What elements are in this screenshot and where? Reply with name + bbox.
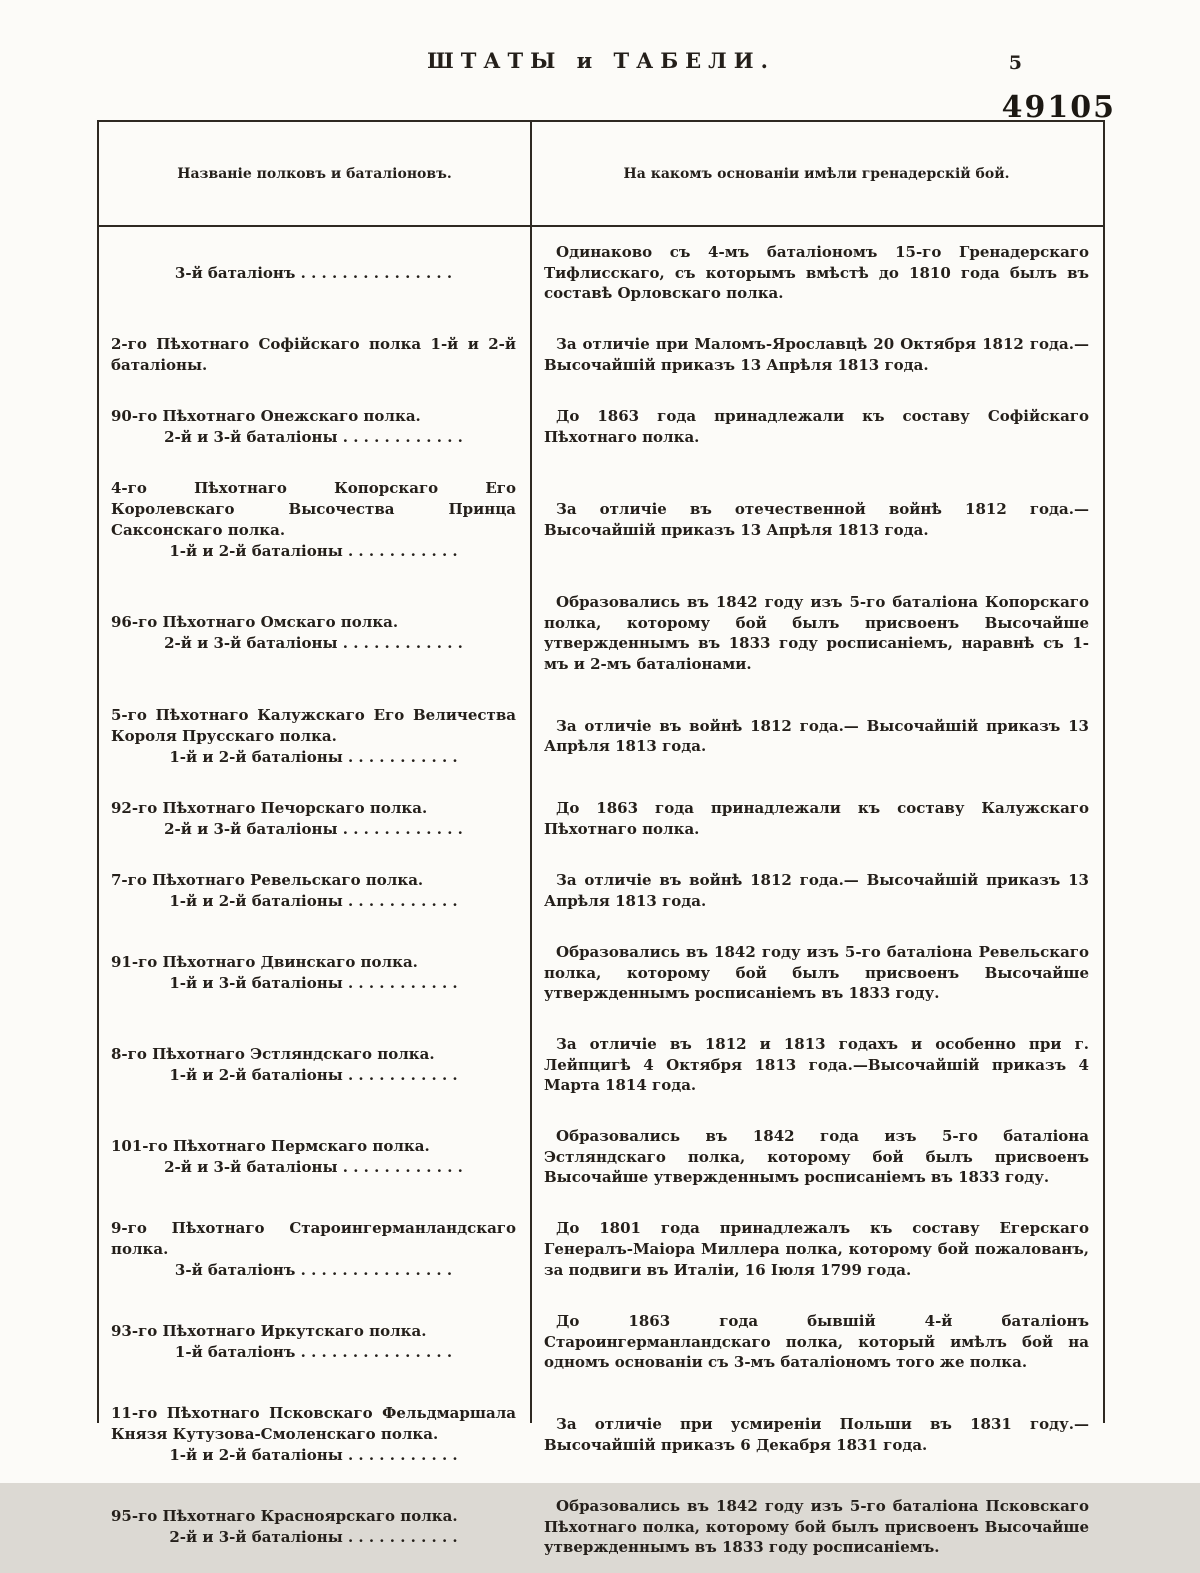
basis-text: За отличіе при усмиреніи Польши въ 1831 году.— Высочайшій приказъ 6 Декабря 1831 года. (544, 1414, 1089, 1454)
row-name-cell (99, 1203, 530, 1296)
row-basis-cell (530, 1481, 1103, 1573)
row-name-cell (99, 226, 530, 319)
row-name-cell (99, 1111, 530, 1203)
regiment-name: 90-го Пѣхотнаго Онежскаго полка. (111, 407, 421, 426)
row-name-cell (99, 783, 530, 855)
basis-text: Образовались въ 1842 года изъ 5-го баталіона Эстляндскаго полка, которому бой былъ присвоенъ Высочайше утвержденнымъ росписаніемъ въ 1833 году. (544, 1126, 1089, 1187)
row-basis-cell (530, 927, 1103, 1019)
row-name-cell (99, 855, 530, 927)
table-row (99, 1019, 1103, 1111)
table-grid (99, 122, 1103, 1573)
basis-text: До 1801 года принадлежалъ къ составу Егерскаго Генералъ-Маіора Миллера полка, которому бой пожалованъ, за подвиги въ Италіи, 16 Іюля 1799 года. (544, 1219, 1089, 1279)
row-basis-cell (530, 1019, 1103, 1111)
basis-text: За отличіе въ 1812 и 1813 годахъ и особенно при г. Лейпцигѣ 4 Октября 1813 года.—Высочайшій приказъ 4 Марта 1814 года. (544, 1034, 1089, 1095)
battalion-line: 1-й и 2-й баталіоны . . . . . . . . . . . (169, 747, 458, 766)
regiment-name: 91-го Пѣхотнаго Двинскаго полка. (111, 952, 418, 971)
table-row (99, 1481, 1103, 1573)
basis-text: До 1863 года принадлежали къ составу Калужскаго Пѣхотнаго полка. (544, 799, 1089, 838)
regiment-name: 101-го Пѣхотнаго Пермскаго полка. (111, 1136, 430, 1155)
table-row (99, 226, 1103, 319)
row-basis-cell (530, 690, 1103, 783)
stamp-number: 49105 (1001, 90, 1116, 125)
column-header-name: Названіе полковъ и баталіоновъ. (99, 122, 530, 226)
regiment-name: 7-го Пѣхотнаго Ревельскаго полка. (111, 870, 424, 889)
page-title: ШТАТЫ и ТАБЕЛИ. (427, 48, 775, 73)
row-basis-cell (530, 783, 1103, 855)
battalion-line: 3-й баталіонъ . . . . . . . . . . . . . . . (174, 1261, 453, 1279)
regiments-table (97, 120, 1105, 1557)
basis-text: Образовались въ 1842 году изъ 5-го баталіона Псковскаго Пѣхотнаго полка, которому бой былъ присвоенъ Высочайше утвержденнымъ въ 1833 году росписаніемъ. (544, 1497, 1089, 1557)
basis-text: За отличіе при Маломъ-Ярославцѣ 20 Октября 1812 года.— Высочайшій приказъ 13 Апрѣля 1813 года. (544, 335, 1089, 375)
battalion-line: 1-й баталіонъ . . . . . . . . . . . . . . . (174, 1343, 453, 1362)
column-header-basis: На какомъ основаніи имѣли гренадерскій бой. (530, 122, 1103, 226)
table-row (99, 1111, 1103, 1203)
row-basis-cell (530, 577, 1103, 690)
regiment-name: 95-го Пѣхотнаго Красноярскаго полка. (111, 1507, 458, 1526)
table-header-row (99, 122, 1103, 226)
table-row (99, 391, 1103, 463)
battalion-line: 2-й и 3-й баталіоны . . . . . . . . . . . . (164, 428, 463, 447)
basis-text: За отличіе въ отечественной войнѣ 1812 года.— Высочайшій приказъ 13 Апрѣля 1813 года. (544, 500, 1089, 540)
regiment-name: 92-го Пѣхотнаго Печорскаго полка. (111, 798, 428, 817)
page-number: 5 (1008, 52, 1022, 74)
table-row (99, 577, 1103, 690)
battalion-line: 2-й и 3-й баталіоны . . . . . . . . . . . . (164, 1157, 463, 1176)
table-row (99, 1296, 1103, 1388)
table-row (99, 1203, 1103, 1296)
running-head (97, 48, 1105, 73)
table-row (99, 319, 1103, 391)
table-row (99, 463, 1103, 577)
row-name-cell (99, 1019, 530, 1111)
table-row (99, 690, 1103, 783)
battalion-line: 1-й и 2-й баталіоны . . . . . . . . . . . (169, 1065, 458, 1084)
row-basis-cell (530, 463, 1103, 577)
table-row (99, 927, 1103, 1019)
row-name-cell (99, 1296, 530, 1388)
battalion-line: 2-й и 3-й баталіоны . . . . . . . . . . . . (164, 634, 463, 653)
regiment-name: 2-го Пѣхотнаго Софійскаго полка 1-й и 2-й баталіоны. (111, 335, 516, 375)
row-basis-cell (530, 855, 1103, 927)
battalion-line: 2-й и 3-й баталіоны . . . . . . . . . . . . (164, 819, 463, 838)
row-basis-cell (530, 226, 1103, 319)
basis-text: До 1863 года бывшій 4-й баталіонъ Староингерманландскаго полка, который имѣлъ бой на одномъ основаніи съ 3-мъ баталіономъ того же полка. (544, 1312, 1089, 1372)
row-basis-cell (530, 1111, 1103, 1203)
battalion-line: 2-й и 3-й баталіоны . . . . . . . . . . . (169, 1528, 458, 1547)
regiment-name: 8-го Пѣхотнаго Эстляндскаго полка. (111, 1044, 435, 1063)
regiment-name: 5-го Пѣхотнаго Калужскаго Его Величества Короля Прусскаго полка. (111, 705, 516, 745)
row-basis-cell (530, 391, 1103, 463)
regiment-name: 11-го Пѣхотнаго Псковскаго Фельдмаршала Князя Кутузова-Смоленскаго полка. (111, 1404, 516, 1444)
regiment-name: 9-го Пѣхотнаго Староингерманландскаго полка. (111, 1219, 516, 1258)
row-name-cell (99, 391, 530, 463)
table-row (99, 855, 1103, 927)
row-basis-cell (530, 1388, 1103, 1481)
row-basis-cell (530, 1296, 1103, 1388)
regiment-name: 4-го Пѣхотнаго Копорскаго Его Королевскаго Высочества Принца Саксонскаго полка. (111, 479, 516, 540)
basis-text: За отличіе въ войнѣ 1812 года.— Высочайшій приказъ 13 Апрѣля 1813 года. (544, 716, 1089, 756)
basis-text: Одинаково съ 4-мъ баталіономъ 15-го Гренадерскаго Тифлисскаго, съ которымъ вмѣстѣ до 1810 года былъ въ составѣ Орловскаго полка. (544, 243, 1089, 303)
table-row (99, 1388, 1103, 1481)
basis-text: Образовались въ 1842 году изъ 5-го баталіона Копорскаго полка, которому бой былъ присвоенъ Высочайше утвержденнымъ въ 1833 году росписаніемъ, наравнѣ съ 1-мъ и 2-мъ баталіонами. (544, 593, 1089, 674)
basis-text: До 1863 года принадлежали къ составу Софійскаго Пѣхотнаго полка. (544, 407, 1089, 447)
basis-text: Образовались въ 1842 году изъ 5-го баталіона Ревельскаго полка, которому бой былъ присвоенъ Высочайше утвержденнымъ росписаніемъ въ 1833 году. (544, 942, 1089, 1003)
battalion-line: 1-й и 3-й баталіоны . . . . . . . . . . . (169, 973, 458, 992)
row-name-cell (99, 927, 530, 1019)
battalion-line: 1-й и 2-й баталіоны . . . . . . . . . . . (169, 891, 458, 910)
row-name-cell (99, 577, 530, 690)
row-basis-cell (530, 319, 1103, 391)
battalion-line: 1-й и 2-й баталіоны . . . . . . . . . . . (169, 1446, 458, 1465)
table-row (99, 783, 1103, 855)
battalion-line: 1-й и 2-й баталіоны . . . . . . . . . . . (169, 542, 458, 561)
regiment-name: 93-го Пѣхотнаго Иркутскаго полка. (111, 1322, 427, 1341)
battalion-line: 3-й баталіонъ . . . . . . . . . . . . . . . (174, 263, 453, 282)
row-name-cell (99, 690, 530, 783)
row-name-cell (99, 1388, 530, 1481)
row-basis-cell (530, 1203, 1103, 1296)
row-name-cell (99, 1481, 530, 1573)
regiment-name: 96-го Пѣхотнаго Омскаго полка. (111, 613, 399, 632)
basis-text: За отличіе въ войнѣ 1812 года.— Высочайшій приказъ 13 Апрѣля 1813 года. (544, 871, 1089, 910)
row-name-cell (99, 463, 530, 577)
row-name-cell (99, 319, 530, 391)
column-divider (530, 122, 532, 1423)
